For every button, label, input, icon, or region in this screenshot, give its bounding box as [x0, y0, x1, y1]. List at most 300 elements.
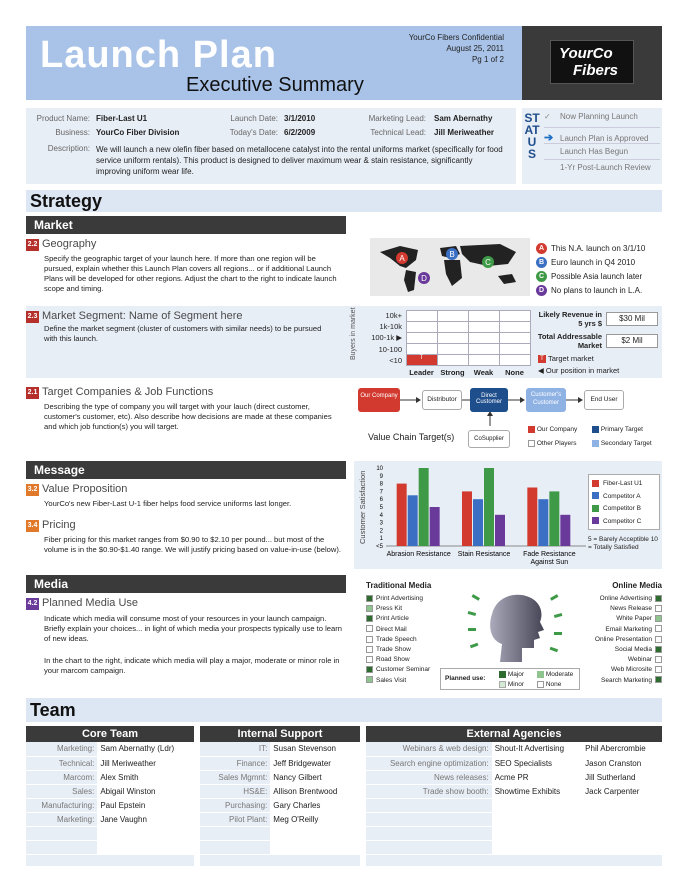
- media-item: [366, 665, 430, 675]
- team-band: [26, 698, 662, 722]
- svg-text:B: B: [449, 250, 455, 259]
- table-row: [366, 756, 662, 770]
- table-cell: [582, 840, 662, 854]
- bar-fiber-last-u1: [462, 491, 472, 546]
- chart-legend-item: [592, 491, 656, 504]
- geo-legend-item: [536, 242, 645, 256]
- status-label: [524, 112, 540, 182]
- table-cell: Gary Charles: [270, 798, 360, 812]
- table-cell: Jill Sutherland: [582, 770, 662, 784]
- segment-title: Market Segment: Name of Segment here: [42, 310, 243, 322]
- media-item-label: Trade Speech: [376, 635, 417, 643]
- marketing-lead-label: Marketing Lead:: [368, 114, 426, 123]
- legend-label: Our Company: [536, 426, 578, 434]
- bar-competitor-b: [549, 491, 559, 546]
- table-cell: [97, 840, 194, 854]
- segment-heading: [26, 310, 243, 323]
- media-item-label: Social Media: [614, 646, 652, 654]
- media-level-box: [366, 646, 373, 653]
- table-cell: Jason Cranston: [582, 756, 662, 770]
- legend-label: Secondary Target: [600, 440, 652, 448]
- bar-competitor-b: [419, 468, 429, 546]
- category-label: Abrasion Resistance: [386, 551, 451, 558]
- media-level-box: [655, 615, 662, 622]
- team-title: Team: [30, 700, 76, 720]
- legend-label: Other Players: [536, 440, 577, 448]
- table-cell: Search engine optimization:: [366, 756, 492, 770]
- launch-date: 3/1/2010: [284, 114, 316, 123]
- geo-legend-label: Possible Asia launch later: [551, 272, 643, 281]
- revenue-label: Likely Revenue in 5 yrs $: [538, 310, 602, 328]
- table-cell: [582, 826, 662, 840]
- message-header: Message: [26, 461, 346, 479]
- table-cell: [492, 812, 582, 826]
- media-level-box: [655, 656, 662, 663]
- section-number: 2.3: [26, 311, 39, 323]
- vc-legend-our: [528, 426, 577, 433]
- legend-label: Moderate: [545, 671, 574, 679]
- y-tick-label: 9: [379, 473, 383, 480]
- media-level-box: [655, 646, 662, 653]
- todays-date-label: Today's Date:: [229, 128, 278, 137]
- pricing-title: Pricing: [42, 519, 76, 531]
- table-row: [200, 742, 360, 756]
- legend-position-label: Our position in market: [545, 366, 620, 375]
- table-cell: Allison Brentwood: [270, 784, 360, 798]
- media-title: Planned Media Use: [42, 597, 139, 609]
- table-cell: Paul Epstein: [97, 798, 194, 812]
- tam-label: Total Addressable Market: [537, 332, 602, 350]
- table-cell: [26, 826, 97, 840]
- chart-note: 5 = Barely Acceptible 10 = Totally Satisfied: [588, 536, 658, 551]
- table-cell: IT:: [200, 742, 270, 756]
- table-row: [200, 826, 360, 840]
- triangle-left-icon: ◀: [538, 366, 544, 375]
- table-row: [26, 770, 194, 784]
- chart-legend-item: [592, 516, 656, 529]
- table-cell: Sales Mgmnt:: [200, 770, 270, 784]
- media-level-box: [366, 656, 373, 663]
- legend-minor: [499, 681, 524, 688]
- status-item-planning: [544, 112, 660, 128]
- region-marker-icon: D: [536, 285, 547, 296]
- media-item-label: Online Presentation: [594, 635, 652, 643]
- media-item-label: Webinar: [627, 656, 652, 664]
- table-cell: Sales:: [26, 784, 97, 798]
- media-level-box: [655, 595, 662, 602]
- external-agencies-box: [366, 726, 662, 866]
- segment-row-label: 10k+: [385, 311, 402, 320]
- table-row: [366, 826, 662, 840]
- launch-date-label: Launch Date:: [230, 114, 278, 123]
- table-cell: Phil Abercrombie: [582, 742, 662, 756]
- y-tick-label: 7: [379, 489, 383, 496]
- target-text: Describing the type of company you will target with your lauch (direct customer, customer's customer, etc). Also describe how decisions are made at these companies and which job function(s) you will target.: [44, 402, 332, 431]
- chain-cosupplier: CoSupplier: [468, 430, 510, 448]
- legend-moderate: [537, 671, 573, 678]
- table-cell: Showtime Exhibits: [492, 784, 582, 798]
- table-cell: Nancy Gilbert: [270, 770, 360, 784]
- media-item-label: Road Show: [376, 656, 410, 664]
- chain-end-user: End User: [584, 390, 624, 410]
- header-banner: [26, 26, 522, 100]
- revenue-value: $30 Mil: [606, 312, 658, 326]
- core-team-table: [26, 742, 194, 855]
- segment-col-label: Leader: [409, 368, 434, 377]
- media-level-box: [655, 625, 662, 632]
- y-tick-label: 1: [379, 536, 383, 543]
- category-label: Against Sun: [530, 559, 569, 566]
- product-name: Fiber-Last U1: [96, 114, 148, 123]
- media-level-box: [366, 676, 373, 683]
- status-item-review: [544, 160, 660, 176]
- media-level-box: [655, 666, 662, 673]
- section-number: 2.1: [26, 387, 39, 399]
- geo-title: Geography: [42, 238, 97, 250]
- legend-target-label: Target market: [547, 354, 594, 363]
- media-item: [570, 635, 662, 645]
- core-team-box: [26, 726, 194, 866]
- segment-row-labels: [362, 310, 402, 366]
- table-cell: Finance:: [200, 756, 270, 770]
- table-cell: Trade show booth:: [366, 784, 492, 798]
- target-title: Target Companies & Job Functions: [42, 386, 214, 398]
- table-cell: [492, 826, 582, 840]
- category-label: Stain Resistance: [457, 551, 511, 558]
- chart-legend-item: [592, 503, 656, 516]
- media-level-box: [366, 666, 373, 673]
- internal-support-header: Internal Support: [200, 726, 360, 742]
- y-tick-label: 6: [379, 497, 383, 504]
- target-heading: [26, 386, 213, 399]
- media-text-1: Indicate which media will consume most of your resources in your launch campaign. Briefly explain your choices... in light of which media your prospects typically use to learn of new ideas.: [44, 614, 342, 643]
- y-tick-label: 10: [376, 466, 383, 472]
- media-item-label: Direct Mail: [376, 625, 407, 633]
- media-item: [570, 655, 662, 665]
- segment-col-label: Strong: [440, 368, 465, 377]
- segment-legend-target: T Target market: [538, 354, 594, 363]
- table-row: [200, 770, 360, 784]
- section-number: 3.4: [26, 520, 39, 532]
- table-row: [366, 798, 662, 812]
- media-item-label: News Release: [610, 605, 652, 613]
- table-cell: [492, 798, 582, 812]
- table-cell: [366, 840, 492, 854]
- table-row: [366, 770, 662, 784]
- vc-legend-primary: [592, 426, 643, 433]
- table-cell: Shout-It Advertising: [492, 742, 582, 756]
- status-item-begun: [544, 144, 660, 160]
- media-item-label: Email Marketing: [605, 625, 652, 633]
- y-tick-label: 5: [379, 505, 383, 511]
- chain-our-company: Our Company: [358, 388, 400, 412]
- satisfaction-ylabel: Customer Satisfaction: [358, 470, 367, 544]
- pricing-text: Fiber pricing for this market ranges from $0.90 to $2.10 per pound... but most of the volume is in the $0.90-$1.40 range. We will justify pricing based on value-in-use (below).: [44, 535, 342, 554]
- table-row: [26, 756, 194, 770]
- media-item-label: Search Marketing: [601, 676, 652, 684]
- logo-text-1: YourCo: [559, 45, 613, 62]
- tam-value: $2 Mil: [606, 334, 658, 348]
- table-row: [366, 784, 662, 798]
- table-row: [366, 742, 662, 756]
- media-level-box: [366, 636, 373, 643]
- bar-competitor-c: [560, 515, 570, 546]
- table-row: [200, 812, 360, 826]
- media-item-label: Web Microsite: [610, 666, 652, 674]
- online-list: [570, 594, 662, 686]
- table-cell: Technical:: [26, 756, 97, 770]
- svg-text:A: A: [399, 254, 405, 263]
- media-text-2: In the chart to the right, indicate which media will play a major, moderate or minor role in your marcom campaign.: [44, 656, 340, 675]
- table-cell: [366, 826, 492, 840]
- vc-legend-secondary: [592, 440, 652, 447]
- description-label: Description:: [47, 144, 90, 153]
- geo-heading: [26, 238, 96, 251]
- media-item: [570, 625, 662, 635]
- media-item: [366, 614, 430, 624]
- value-title: Value Proposition: [42, 483, 128, 495]
- table-cell: Abigail Winston: [97, 784, 194, 798]
- legend-swatch: [592, 492, 599, 499]
- bar-competitor-c: [495, 515, 505, 546]
- media-item: [570, 604, 662, 614]
- segment-cell: [499, 354, 531, 366]
- section-number: 4.2: [26, 598, 39, 610]
- segment-col-label: Weak: [473, 368, 494, 377]
- table-cell: [200, 826, 270, 840]
- table-cell: Marketing:: [26, 812, 97, 826]
- table-cell: [200, 840, 270, 854]
- table-row: [26, 840, 194, 854]
- geo-text: Specify the geographic target of your launch here. If more than one region will be pursued, explain whether this Launch Plan covers all regions... or if additional Launch Plans will be developed for other regions. Adjust the chart to the right to indicate launch scope and timing.: [44, 254, 337, 293]
- region-marker-icon: B: [536, 257, 547, 268]
- description: We will launch a new olefin fiber based on metallocene catalyst into the rental uniforms market (specifically for food service uniform rentals). This product is designed to deliver maximum wear & stain resistance, significantly improving uniform wear life.: [96, 145, 503, 176]
- region-marker-icon: C: [536, 271, 547, 282]
- svg-text:D: D: [421, 274, 427, 283]
- segment-grid: [406, 310, 530, 366]
- table-cell: Jack Carpenter: [582, 784, 662, 798]
- segment-cell: [468, 354, 500, 366]
- value-heading: [26, 483, 127, 496]
- geo-legend-item: [536, 284, 645, 298]
- media-item: [570, 614, 662, 624]
- media-item-label: White Paper: [616, 615, 652, 623]
- table-cell: [366, 812, 492, 826]
- bar-fiber-last-u1: [527, 488, 537, 547]
- legend-label: Fiber-Last U1: [603, 480, 643, 487]
- legend-label: None: [545, 681, 562, 689]
- table-cell: Susan Stevenson: [270, 742, 360, 756]
- segment-cell: [437, 354, 469, 366]
- strategy-title: Strategy: [30, 191, 103, 211]
- table-row: [366, 840, 662, 854]
- status-item-label: Now Planning Launch: [560, 112, 638, 121]
- media-item: [366, 645, 430, 655]
- table-cell: Acme PR: [492, 770, 582, 784]
- segment-col-labels: [406, 368, 530, 377]
- bar-competitor-a: [473, 499, 483, 546]
- table-cell: [582, 798, 662, 812]
- core-team-header: Core Team: [26, 726, 194, 742]
- segment-cell: T: [406, 354, 438, 366]
- bar-competitor-c: [430, 507, 440, 546]
- table-cell: [582, 812, 662, 826]
- geo-legend-item: [536, 270, 645, 284]
- media-item-label: Trade Show: [376, 646, 411, 654]
- business-label: Business:: [55, 128, 90, 137]
- region-marker-icon: A: [536, 243, 547, 254]
- table-row: [200, 840, 360, 854]
- category-label: Fade Resistance: [523, 551, 576, 558]
- bar-fiber-last-u1: [397, 484, 407, 546]
- pricing-heading: [26, 519, 76, 532]
- table-cell: Webinars & web design:: [366, 742, 492, 756]
- table-cell: [97, 826, 194, 840]
- media-item-label: Sales Visit: [376, 676, 407, 684]
- vc-legend-other: [528, 440, 577, 447]
- traditional-title: Traditional Media: [366, 581, 432, 590]
- confidential-text: YourCo Fibers Confidential: [408, 33, 504, 42]
- media-level-box: [655, 636, 662, 643]
- table-row: [26, 798, 194, 812]
- value-chain: [358, 386, 662, 452]
- strategy-band: [26, 190, 662, 212]
- legend-label: Competitor A: [603, 492, 641, 500]
- media-item-label: Print Advertising: [376, 595, 423, 602]
- media-item-label: Customer Seminar: [376, 666, 431, 674]
- legend-none: [537, 681, 561, 688]
- geo-legend-item: [536, 256, 645, 270]
- logo-box: [550, 40, 634, 84]
- table-cell: Jill Meriweather: [97, 756, 194, 770]
- arrow-right-icon: ➔: [544, 132, 554, 144]
- segment-col-label: None: [505, 368, 524, 377]
- segment-y-axis: Buyers in market: [350, 307, 357, 360]
- status-text: STATUS: [524, 111, 540, 161]
- media-item: [366, 604, 430, 614]
- bar-competitor-a: [538, 499, 548, 546]
- page-subtitle: Executive Summary: [186, 74, 364, 96]
- table-cell: News releases:: [366, 770, 492, 784]
- media-level-box: [655, 605, 662, 612]
- section-number: 3.2: [26, 484, 39, 496]
- chain-customers-customer: Customer's Customer: [526, 388, 566, 412]
- confidential-note: [409, 32, 504, 65]
- legend-label: Major: [507, 671, 525, 679]
- media-item: [570, 665, 662, 675]
- chain-direct-customer: Direct Customer: [470, 388, 508, 412]
- logo-text-2: Fibers: [573, 62, 619, 79]
- table-cell: Manufacturing:: [26, 798, 97, 812]
- external-agencies-table: [366, 742, 662, 855]
- market-header: Market: [26, 216, 346, 234]
- table-cell: [492, 840, 582, 854]
- media-item: [366, 635, 430, 645]
- header-page: Pg 1 of 2: [471, 55, 504, 64]
- chart-legend-item: [592, 478, 656, 491]
- internal-support-box: [200, 726, 360, 866]
- media-item: [366, 676, 430, 686]
- media-heading: [26, 597, 138, 610]
- marketing-lead: Sam Abernathy: [434, 114, 493, 123]
- table-row: [200, 784, 360, 798]
- y-tick-label: <5: [376, 544, 383, 550]
- media-level-box: [366, 615, 373, 622]
- table-cell: Pilot Plant:: [200, 812, 270, 826]
- table-cell: Jane Vaughn: [97, 812, 194, 826]
- table-row: [26, 784, 194, 798]
- media-item: [570, 676, 662, 686]
- legend-label: Minor: [507, 681, 525, 689]
- head-silhouette: [460, 582, 570, 668]
- media-item: [570, 594, 662, 604]
- table-cell: [366, 798, 492, 812]
- table-cell: [270, 826, 360, 840]
- table-cell: Sam Abernathy (Ldr): [97, 742, 194, 756]
- segment-row-label: 100-1k ▶: [371, 333, 402, 343]
- table-cell: [270, 840, 360, 854]
- y-tick-label: 4: [379, 512, 383, 519]
- table-cell: Jeff Bridgewater: [270, 756, 360, 770]
- legend-swatch: [592, 517, 599, 524]
- media-item-label: Online Advertising: [599, 595, 652, 602]
- media-level-box: [655, 676, 662, 683]
- header-date: August 25, 2011: [446, 44, 504, 53]
- bar-competitor-a: [408, 495, 418, 546]
- status-list: [544, 112, 660, 176]
- traditional-list: [366, 594, 430, 686]
- media-header: Media: [26, 575, 346, 593]
- status-item-label: Launch Has Begun: [560, 147, 629, 156]
- media-item: [366, 625, 430, 635]
- legend-swatch: [592, 505, 599, 512]
- logo: [522, 26, 662, 100]
- internal-support-table: [200, 742, 360, 855]
- segment-legend-position: [538, 366, 619, 375]
- legend-label: Competitor C: [603, 517, 642, 525]
- media-item-label: Press Kit: [376, 605, 403, 613]
- geo-legend: [536, 242, 645, 298]
- value-chain-label: Value Chain Target(s): [368, 432, 455, 442]
- segment-row-label: 10-100: [378, 344, 402, 354]
- planned-use-legend: [440, 668, 580, 690]
- legend-swatch: [592, 480, 599, 487]
- table-row: [200, 798, 360, 812]
- table-cell: HS&E:: [200, 784, 270, 798]
- world-map: [370, 238, 530, 296]
- table-cell: [26, 840, 97, 854]
- page-title: Launch Plan: [40, 34, 277, 76]
- todays-date: 6/2/2009: [284, 128, 316, 137]
- segment-row-label: <10: [389, 355, 402, 365]
- y-tick-label: 3: [379, 520, 383, 527]
- status-item-label: 1-Yr Post-Launch Review: [560, 163, 651, 172]
- table-cell: Alex Smith: [97, 770, 194, 784]
- table-row: [26, 742, 194, 756]
- media-item: [366, 655, 430, 665]
- table-cell: Purchasing:: [200, 798, 270, 812]
- table-cell: Meg O'Reilly: [270, 812, 360, 826]
- table-cell: Marcom:: [26, 770, 97, 784]
- planned-use-label: Planned use:: [445, 675, 486, 682]
- technical-lead: Jill Meriweather: [434, 128, 495, 137]
- svg-text:C: C: [485, 258, 491, 267]
- section-number: 2.2: [26, 239, 39, 251]
- status-item-approved: [544, 128, 660, 144]
- table-row: [26, 812, 194, 826]
- status-item-label: Launch Plan is Approved: [560, 134, 649, 143]
- business: YourCo Fiber Division: [96, 128, 180, 137]
